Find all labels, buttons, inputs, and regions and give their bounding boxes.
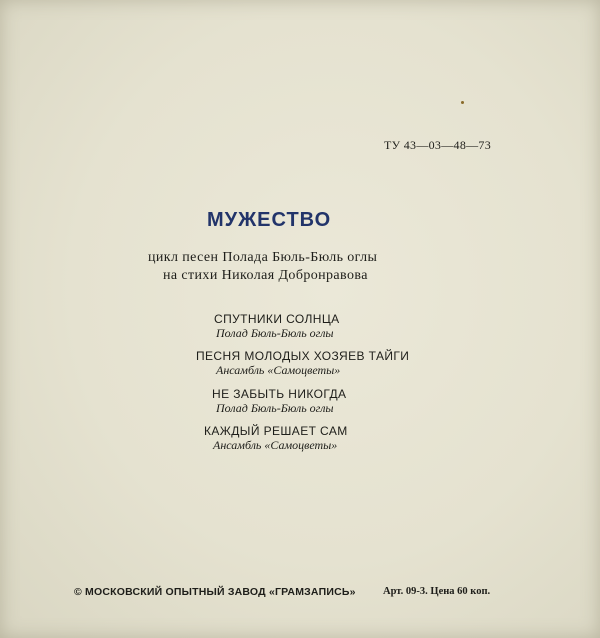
print-speck — [461, 101, 464, 104]
catalog-price: Арт. 09-3. Цена 60 коп. — [383, 586, 491, 597]
album-subtitle-line1: цикл песен Полада Бюль-Бюль оглы — [148, 250, 378, 265]
album-title: МУЖЕСТВО — [207, 209, 332, 231]
spec-code: ТУ 43—03—48—73 — [384, 138, 492, 152]
track-performer: Ансамбль «Самоцветы» — [216, 363, 341, 377]
album-subtitle-line2: на стихи Николая Добронравова — [163, 268, 368, 283]
track-title: НЕ ЗАБЫТЬ НИКОГДА — [212, 387, 347, 401]
track-performer: Ансамбль «Самоцветы» — [213, 438, 338, 452]
publisher-credit: © МОСКОВСКИЙ ОПЫТНЫЙ ЗАВОД «ГРАМЗАПИСЬ» — [74, 586, 356, 598]
track-title: СПУТНИКИ СОЛНЦА — [214, 312, 340, 326]
track-performer: Полад Бюль-Бюль оглы — [216, 326, 334, 340]
track-title: ПЕСНЯ МОЛОДЫХ ХОЗЯЕВ ТАЙГИ — [196, 349, 410, 363]
track-performer: Полад Бюль-Бюль оглы — [216, 401, 334, 415]
track-title: КАЖДЫЙ РЕШАЕТ САМ — [204, 424, 348, 438]
